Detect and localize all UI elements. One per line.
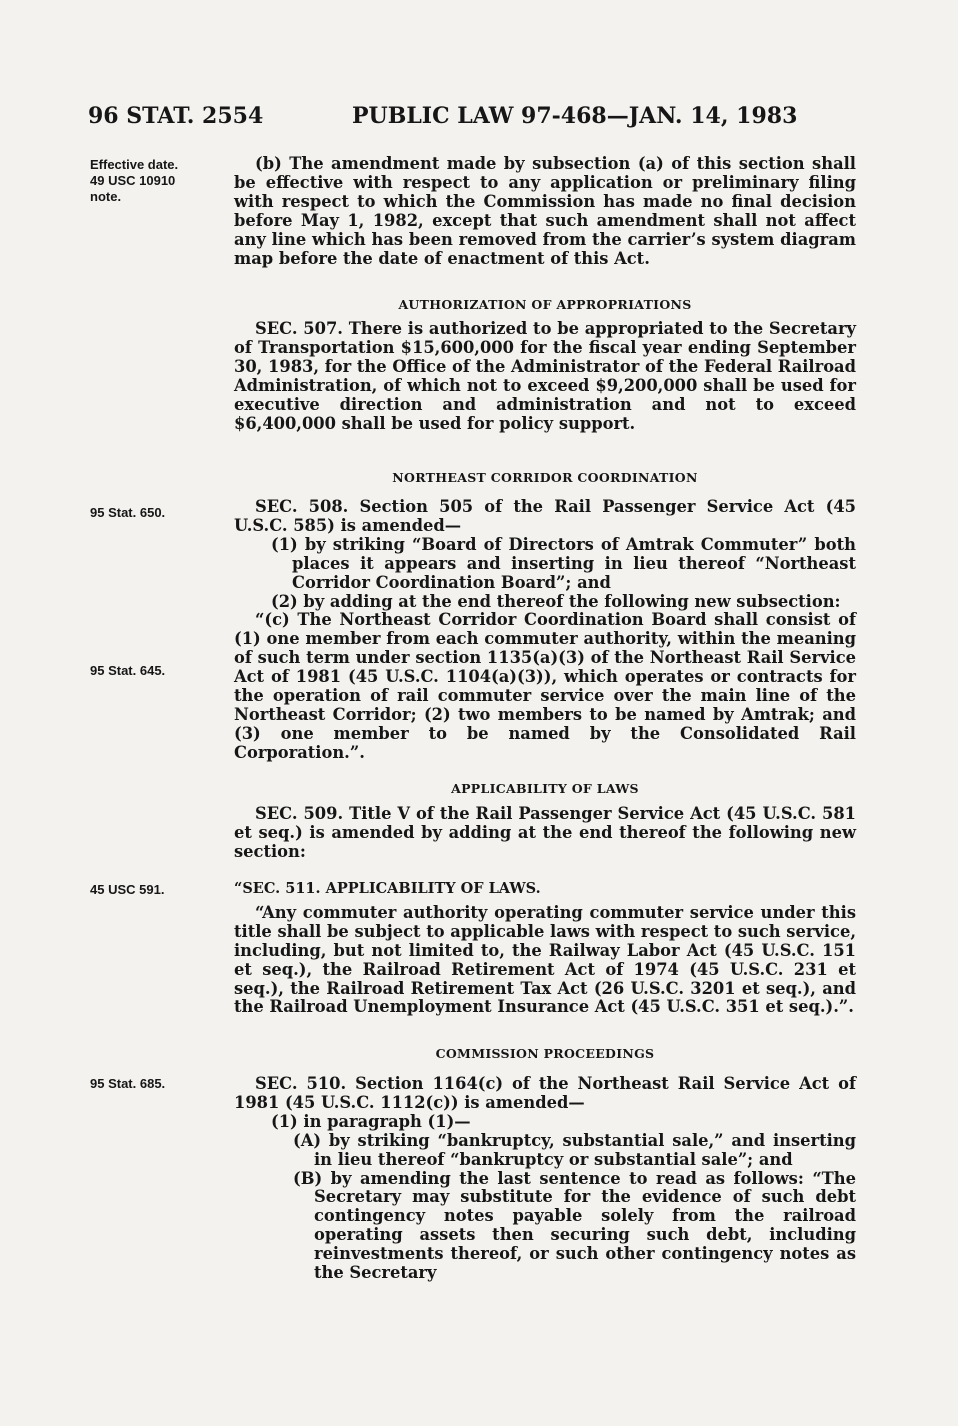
section-511-title: “SEC. 511. APPLICABILITY OF LAWS. xyxy=(234,880,541,897)
public-law-title: PUBLIC LAW 97-468—JAN. 14, 1983 xyxy=(352,103,798,129)
section-508-intro: SEC. 508. Section 505 of the Rail Passenger Service Act (45 U.S.C. 585) is amended— xyxy=(234,497,856,535)
heading-northeast: NORTHEAST CORRIDOR COORDINATION xyxy=(392,470,698,485)
margin-stat-685: 95 Stat. 685. xyxy=(90,1076,166,1091)
section-508-subsection-c: “(c) The Northeast Corridor Coordination Board shall consist of (1) one member from each commuter authority, within the meaning of such term under section 1135(a)(3) of the Northeast Rail Service Act of 1981 (45 U.S.C. 1104(a)(3)), which operates or contracts for the operation of rail commuter service over the main line of the Northeast Corridor; (2) two members to be named by Amtrak; and (3) one member to be named by the Consolidated Rail Corporation.”. xyxy=(234,610,856,762)
stat-page-number: 96 STAT. 2554 xyxy=(88,103,264,129)
section-509-text: SEC. 509. Title V of the Rail Passenger Service Act (45 U.S.C. 581 et seq.) is amended by adding at the end thereof the following new section: xyxy=(234,804,856,861)
section-511 xyxy=(234,880,856,1017)
section-508-item-2: (2) by adding at the end thereof the following new subsection: xyxy=(271,591,841,611)
section-509 xyxy=(234,805,856,862)
heading-commission: COMMISSION PROCEEDINGS xyxy=(435,1046,655,1061)
section-508 xyxy=(234,498,856,763)
section-511-text: “Any commuter authority operating commuter service under this title shall be subject to applicable laws with respect to such service, including, but not limited to, the Railway Labor Act (45 U.S.C. 151 et seq.), the Railroad Retirement Act of 1974 (45 U.S.C. 231 et seq.), the Railroad Retirement Tax Act (26 U.S.C. 3201 et seq.), and the Railroad Unemployment Insurance Act (45 U.S.C. 351 et seq.).”. xyxy=(234,902,856,1017)
margin-note-effective-date xyxy=(90,157,178,205)
section-507-text: SEC. 507. There is authorized to be appropriated to the Secretary of Transportation $15,600,000 for the fiscal year ending September 30, 1983, for the Office of the Administrator of the Federal Railroad Administration, of which not to exceed $9,200,000 shall be used for executive direction and administration and not to exceed $6,400,000 shall be used for policy support. xyxy=(234,319,856,433)
subsection-b xyxy=(234,155,856,268)
subsection-b-text: (b) The amendment made by subsection (a) of this section shall be effective with respect to any application or preliminary filing with respect to which the Commission has made no final decision before May 1, 1982, except that such amendment shall not affect any line which has been removed from the carrier’s system diagram map before the date of enactment of this Act. xyxy=(234,154,856,268)
heading-applicability: APPLICABILITY OF LAWS xyxy=(451,781,639,796)
margin-note: note. xyxy=(90,189,122,204)
section-507 xyxy=(234,320,856,433)
margin-usc-ref: 49 USC 10910 xyxy=(90,173,176,188)
margin-stat-650: 95 Stat. 650. xyxy=(90,505,166,520)
section-510-item-B: (B) by amending the last sentence to read as follows: “The Secretary may substitute for the evidence of such debt contingency notes payable solely from the railroad operating assets then securing such debt, including reinvestments thereof, or such other contingency notes as the Secretary xyxy=(293,1168,856,1283)
margin-usc-591: 45 USC 591. xyxy=(90,882,165,897)
margin-effective-date: Effective date. xyxy=(90,157,179,172)
margin-stat-645: 95 Stat. 645. xyxy=(90,663,166,678)
section-510-item-A: (A) by striking “bankruptcy, substantial sale,” and inserting in lieu thereof “bankruptcy or substantial sale”; and xyxy=(293,1130,856,1169)
section-510 xyxy=(234,1075,856,1283)
section-510-item-1: (1) in paragraph (1)— xyxy=(271,1111,471,1131)
heading-authorization: AUTHORIZATION OF APPROPRIATIONS xyxy=(398,297,692,312)
section-510-intro: SEC. 510. Section 1164(c) of the Northeast Rail Service Act of 1981 (45 U.S.C. 1112(c)) is amended— xyxy=(234,1074,856,1112)
section-508-item-1: (1) by striking “Board of Directors of Amtrak Commuter” both places it appears and inserting in lieu thereof “Northeast Corridor Coordination Board”; and xyxy=(271,534,856,592)
